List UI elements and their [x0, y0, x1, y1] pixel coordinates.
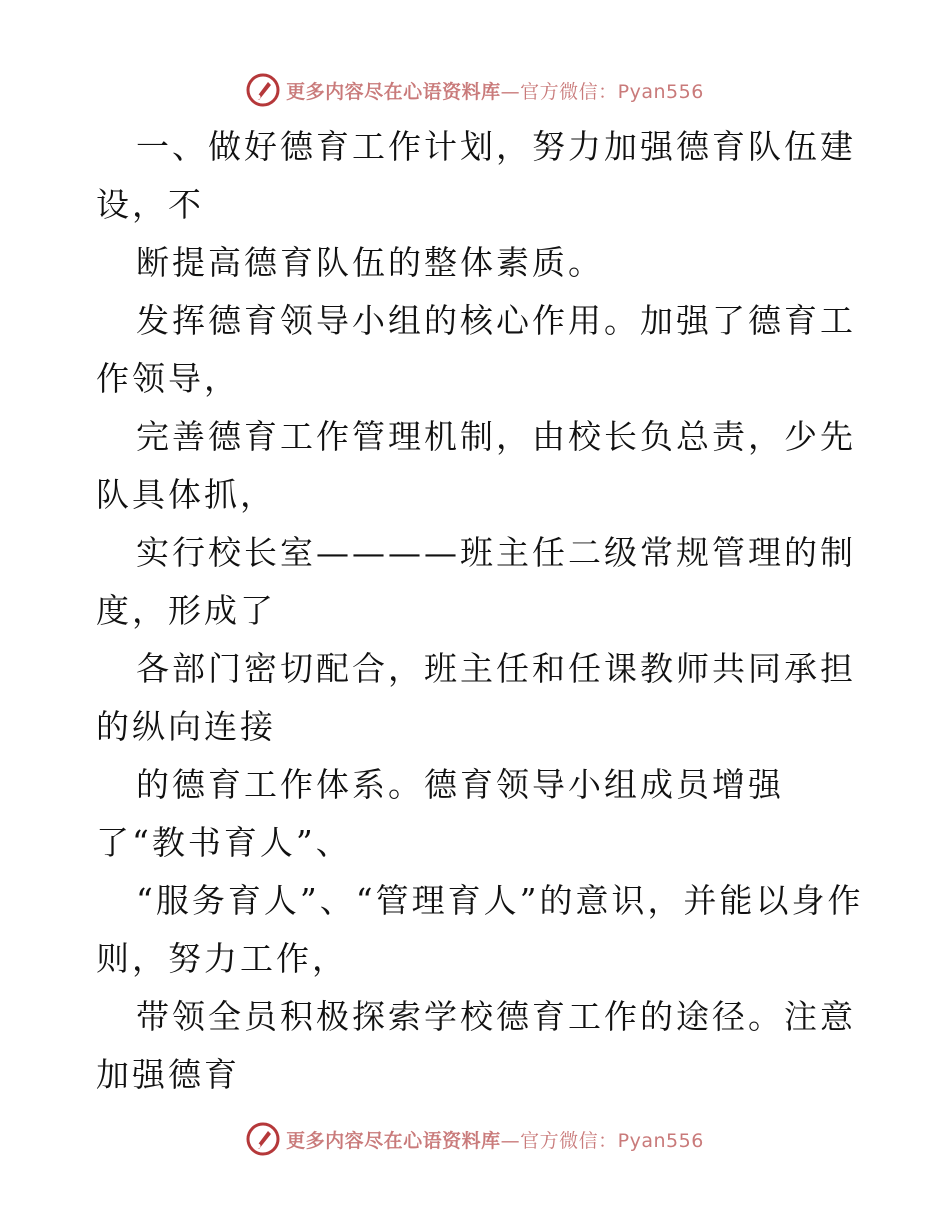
- banner-text: 更多内容尽在心语资料库—官方微信：Pyan556: [286, 80, 704, 103]
- quill-pen-icon: [246, 73, 280, 107]
- paragraph-2: 断提高德育队伍的整体素质。: [136, 243, 604, 282]
- paragraph-1: 一、做好德育工作计划，努力加强德育队伍建设，不: [96, 127, 856, 224]
- paragraph-4: 完善德育工作管理机制，由校长负总责，少先队具体抓，: [96, 417, 856, 514]
- paragraph-9: 带领全员积极探索学校德育工作的途径。注意加强德育: [96, 997, 856, 1094]
- paragraph-7: 的德育工作体系。德育领导小组成员增强了“教书育人”、: [96, 765, 784, 862]
- paragraph-3: 发挥德育领导小组的核心作用。加强了德育工作领导，: [96, 301, 856, 398]
- paragraph-5: 实行校长室————班主任二级常规管理的制度，形成了: [96, 533, 856, 630]
- document-body: [96, 118, 866, 1104]
- header-banner: [0, 68, 950, 112]
- banner-text: 更多内容尽在心语资料库—官方微信：Pyan556: [286, 1129, 704, 1152]
- quill-pen-icon: [246, 1122, 280, 1156]
- paragraph-8: “服务育人”、“管理育人”的意识，并能以身作则，努力工作，: [96, 881, 864, 978]
- paragraph-6: 各部门密切配合，班主任和任课教师共同承担的纵向连接: [96, 649, 856, 746]
- footer-banner: [0, 1117, 950, 1161]
